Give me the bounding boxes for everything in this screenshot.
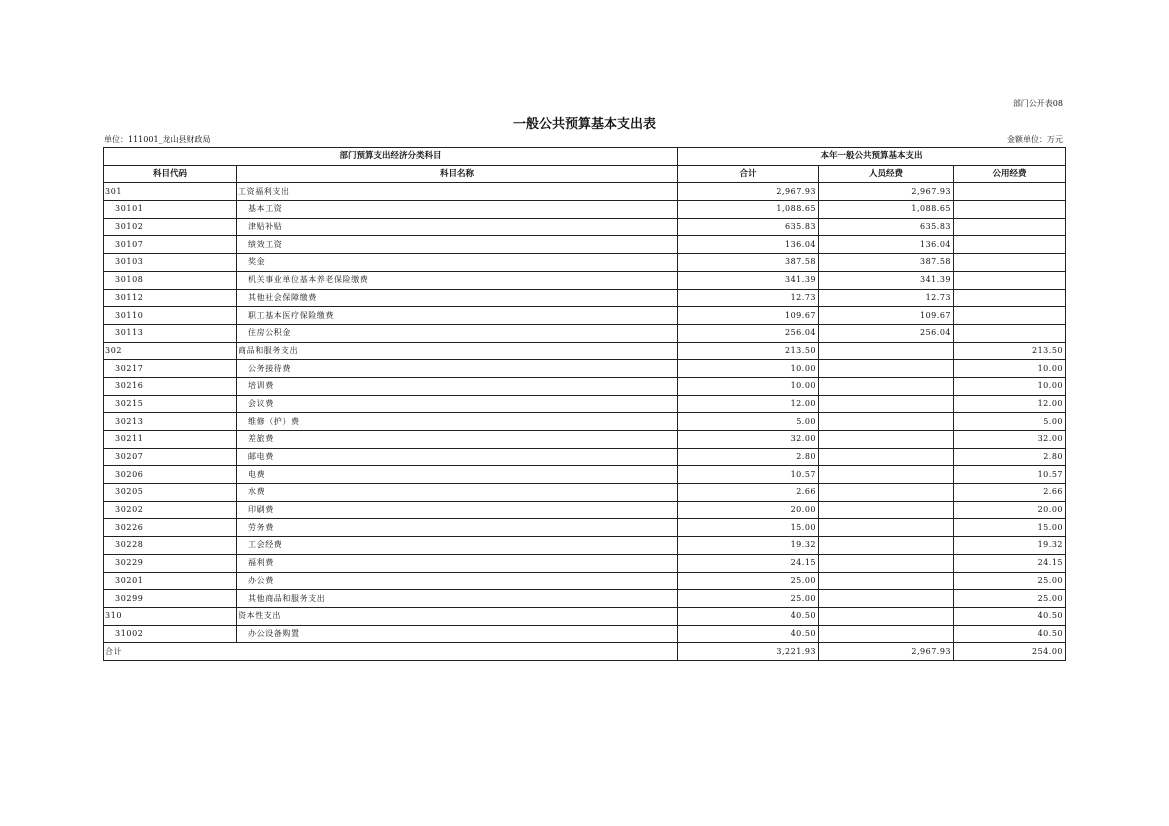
row-total: 12.73: [678, 289, 819, 307]
header-code: 科目代码: [104, 165, 237, 183]
row-code: 30202: [104, 501, 237, 519]
row-total: 1,088.65: [678, 201, 819, 219]
header-group-basic-expenditure: 本年一般公共预算基本支出: [678, 148, 1066, 166]
row-total: 32.00: [678, 431, 819, 449]
row-total: 136.04: [678, 236, 819, 254]
row-public: [954, 254, 1066, 272]
row-name: 办公设备购置: [237, 625, 678, 643]
row-name: 住房公积金: [237, 324, 678, 342]
row-code: 30112: [104, 289, 237, 307]
row-name: 机关事业单位基本养老保险缴费: [237, 271, 678, 289]
table-row: [104, 236, 1066, 254]
row-name: 商品和服务支出: [237, 342, 678, 360]
table-row: [104, 572, 1066, 590]
row-personnel: [819, 377, 954, 395]
row-code: 30103: [104, 254, 237, 272]
row-code: 302: [104, 342, 237, 360]
row-public: [954, 183, 1066, 201]
row-total: 10.00: [678, 377, 819, 395]
row-code: 30108: [104, 271, 237, 289]
total-label: 合计: [104, 643, 678, 661]
row-name: 会议费: [237, 395, 678, 413]
table-row: [104, 183, 1066, 201]
row-total: 24.15: [678, 554, 819, 572]
row-total: 341.39: [678, 271, 819, 289]
row-total: 635.83: [678, 218, 819, 236]
row-personnel: [819, 431, 954, 449]
row-name: 津贴补贴: [237, 218, 678, 236]
row-public: 15.00: [954, 519, 1066, 537]
table-row: [104, 342, 1066, 360]
row-public: 12.00: [954, 395, 1066, 413]
row-public: 2.80: [954, 448, 1066, 466]
row-personnel: [819, 466, 954, 484]
amount-unit-label: 金额单位：万元: [1007, 135, 1063, 144]
row-code: 30101: [104, 201, 237, 219]
row-name: 电费: [237, 466, 678, 484]
table-row: [104, 360, 1066, 378]
row-total: 15.00: [678, 519, 819, 537]
row-total: 387.58: [678, 254, 819, 272]
row-public: 40.50: [954, 607, 1066, 625]
row-total: 12.00: [678, 395, 819, 413]
row-code: 30102: [104, 218, 237, 236]
row-code: 30206: [104, 466, 237, 484]
row-name: 工资福利支出: [237, 183, 678, 201]
table-row: [104, 501, 1066, 519]
row-public: [954, 218, 1066, 236]
row-name: 其他商品和服务支出: [237, 590, 678, 608]
row-code: 31002: [104, 625, 237, 643]
row-public: 213.50: [954, 342, 1066, 360]
row-public: 19.32: [954, 537, 1066, 555]
row-code: 310: [104, 607, 237, 625]
total-total: 3,221.93: [678, 643, 819, 661]
row-personnel: [819, 342, 954, 360]
row-code: 30226: [104, 519, 237, 537]
row-personnel: [819, 395, 954, 413]
row-code: 30110: [104, 307, 237, 325]
row-personnel: [819, 448, 954, 466]
row-personnel: [819, 572, 954, 590]
header-name: 科目名称: [237, 165, 678, 183]
table-row: [104, 324, 1066, 342]
total-public: 254.00: [954, 643, 1066, 661]
row-total: 2.80: [678, 448, 819, 466]
table-row: [104, 431, 1066, 449]
row-code: 30229: [104, 554, 237, 572]
row-code: 30213: [104, 413, 237, 431]
table-row: [104, 201, 1066, 219]
row-name: 印刷费: [237, 501, 678, 519]
row-public: [954, 201, 1066, 219]
row-personnel: 341.39: [819, 271, 954, 289]
budget-table: [103, 147, 1066, 661]
row-code: 30205: [104, 484, 237, 502]
table-row: [104, 607, 1066, 625]
row-name: 办公费: [237, 572, 678, 590]
row-public: [954, 236, 1066, 254]
row-personnel: [819, 519, 954, 537]
row-personnel: [819, 413, 954, 431]
row-public: 20.00: [954, 501, 1066, 519]
table-row: [104, 554, 1066, 572]
table-row: [104, 484, 1066, 502]
row-total: 25.00: [678, 590, 819, 608]
row-personnel: 136.04: [819, 236, 954, 254]
row-personnel: 2,967.93: [819, 183, 954, 201]
table-row: [104, 218, 1066, 236]
row-name: 奖金: [237, 254, 678, 272]
header-total: 合计: [678, 165, 819, 183]
row-code: 30201: [104, 572, 237, 590]
row-personnel: [819, 554, 954, 572]
table-row: [104, 289, 1066, 307]
row-total: 213.50: [678, 342, 819, 360]
row-total: 2,967.93: [678, 183, 819, 201]
row-personnel: 109.67: [819, 307, 954, 325]
table-row: [104, 625, 1066, 643]
row-total: 40.50: [678, 607, 819, 625]
total-row: [104, 643, 1066, 661]
row-public: 2.66: [954, 484, 1066, 502]
row-total: 25.00: [678, 572, 819, 590]
row-public: [954, 307, 1066, 325]
row-name: 职工基本医疗保险缴费: [237, 307, 678, 325]
row-total: 10.57: [678, 466, 819, 484]
table-row: [104, 395, 1066, 413]
row-personnel: 387.58: [819, 254, 954, 272]
row-personnel: [819, 501, 954, 519]
total-personnel: 2,967.93: [819, 643, 954, 661]
row-code: 30299: [104, 590, 237, 608]
table-row: [104, 271, 1066, 289]
table-row: [104, 254, 1066, 272]
row-name: 工会经费: [237, 537, 678, 555]
row-personnel: 635.83: [819, 218, 954, 236]
table-row: [104, 413, 1066, 431]
table-row: [104, 448, 1066, 466]
page-title: 一般公共预算基本支出表: [512, 117, 656, 132]
row-personnel: 256.04: [819, 324, 954, 342]
row-total: 2.66: [678, 484, 819, 502]
row-public: [954, 289, 1066, 307]
row-personnel: [819, 625, 954, 643]
form-number: 部门公开表08: [1012, 99, 1063, 108]
row-code: 301: [104, 183, 237, 201]
row-personnel: [819, 537, 954, 555]
unit-label: 单位：111001_龙山县财政局: [104, 135, 211, 144]
row-total: 5.00: [678, 413, 819, 431]
row-public: [954, 271, 1066, 289]
row-code: 30228: [104, 537, 237, 555]
row-personnel: [819, 360, 954, 378]
row-name: 培训费: [237, 377, 678, 395]
row-code: 30217: [104, 360, 237, 378]
row-code: 30113: [104, 324, 237, 342]
row-public: 10.00: [954, 377, 1066, 395]
row-personnel: [819, 484, 954, 502]
row-code: 30215: [104, 395, 237, 413]
row-code: 30107: [104, 236, 237, 254]
row-public: 10.57: [954, 466, 1066, 484]
row-name: 维修（护）费: [237, 413, 678, 431]
row-total: 19.32: [678, 537, 819, 555]
row-name: 水费: [237, 484, 678, 502]
row-name: 劳务费: [237, 519, 678, 537]
table-row: [104, 307, 1066, 325]
row-public: 10.00: [954, 360, 1066, 378]
row-public: [954, 324, 1066, 342]
row-name: 绩效工资: [237, 236, 678, 254]
table-row: [104, 537, 1066, 555]
row-total: 109.67: [678, 307, 819, 325]
row-personnel: 1,088.65: [819, 201, 954, 219]
row-total: 10.00: [678, 360, 819, 378]
row-personnel: 12.73: [819, 289, 954, 307]
header-public: 公用经费: [954, 165, 1066, 183]
header-group-economic-class: 部门预算支出经济分类科目: [104, 148, 678, 166]
table-row: [104, 590, 1066, 608]
row-public: 25.00: [954, 590, 1066, 608]
row-name: 差旅费: [237, 431, 678, 449]
table-row: [104, 466, 1066, 484]
row-total: 40.50: [678, 625, 819, 643]
row-public: 24.15: [954, 554, 1066, 572]
row-name: 邮电费: [237, 448, 678, 466]
row-total: 20.00: [678, 501, 819, 519]
row-name: 基本工资: [237, 201, 678, 219]
row-name: 其他社会保障缴费: [237, 289, 678, 307]
row-total: 256.04: [678, 324, 819, 342]
row-personnel: [819, 590, 954, 608]
table-body: [104, 183, 1066, 643]
row-code: 30211: [104, 431, 237, 449]
row-code: 30216: [104, 377, 237, 395]
row-name: 资本性支出: [237, 607, 678, 625]
row-name: 福利费: [237, 554, 678, 572]
row-public: 5.00: [954, 413, 1066, 431]
row-code: 30207: [104, 448, 237, 466]
row-name: 公务接待费: [237, 360, 678, 378]
header-personnel: 人员经费: [819, 165, 954, 183]
row-public: 32.00: [954, 431, 1066, 449]
row-public: 25.00: [954, 572, 1066, 590]
table-row: [104, 377, 1066, 395]
table-row: [104, 519, 1066, 537]
row-public: 40.50: [954, 625, 1066, 643]
row-personnel: [819, 607, 954, 625]
